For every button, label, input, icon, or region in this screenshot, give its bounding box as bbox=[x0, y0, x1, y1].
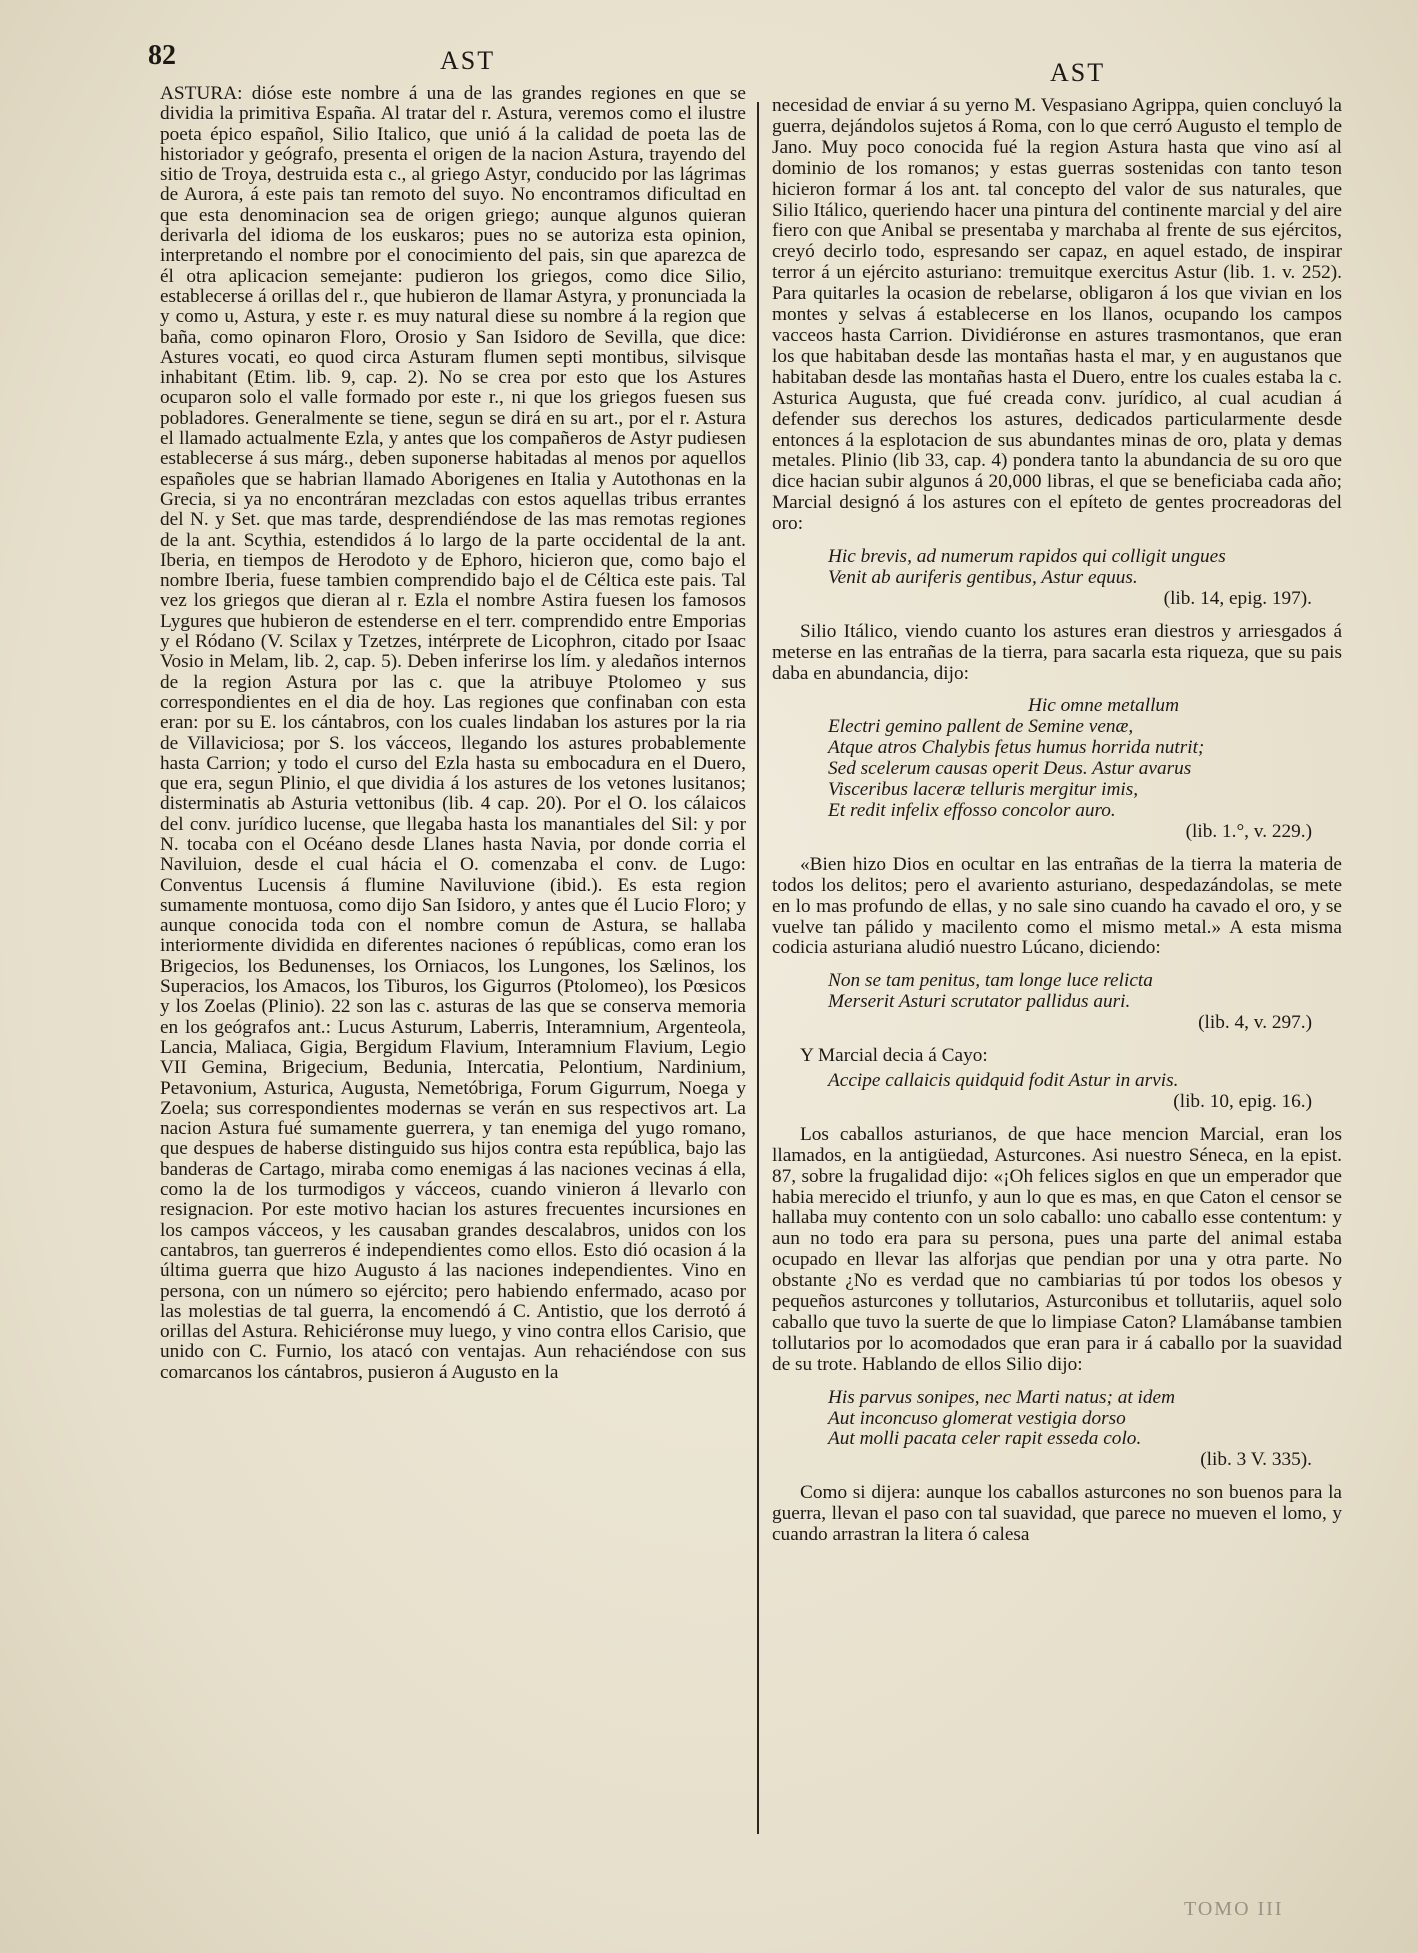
verse-line: Electri gemino pallent de Semine venæ, bbox=[828, 716, 1134, 738]
paragraph: Silio Itálico, viendo cuanto los astures eran diestros y arriesgados á meterse en las entrañas de la tierra, para sacarla esta riqueza, que su pais daba en abundancia, dijo: bbox=[772, 620, 1342, 684]
verse-citation: (lib. 1.°, v. 229.) bbox=[1185, 820, 1312, 842]
paragraph: necesidad de enviar á su yerno M. Vespasiano Agrippa, quien concluyó la guerra, dejándolos sujetos á Roma, con lo que cerró Augusto el templo de Jano. Muy poco conocida fué la region Astura hasta que vino así al dominio de los romanos; y estas guerras sostenidas con tanto teson hicieron formar á los ant. tal concepto del valor de sus naturales, que Silio Itálico, queriendo hacer una pintura del continente marcial y del aire fiero con que Anibal se presentaba y marchaba al frente de sus ejércitos, creyó decirlo todo, espresando ser capaz, en aquel estado, de inspirar terror á un ejército asturiano: tremuitque exercitus Astur (lib. 1. v. 252). Para quitarles la ocasion de rebelarse, obligaron á los que vivian en los montes y selvas á establecerse en los llanos, ocupando los campos vacceos hasta Carrion. Dividiéronse en astures trasmontanos, que eran los que habitaban desde las montañas hasta el mar, y en augustanos que habitaban desde las montañas hasta el Duero, entre los cuales estaba la c. Asturica Augusta, que fué creada conv. jurídico, al cual acudian á defender sus derechos los astures, dedicados particularmente desde entonces á la esplotacion de sus abundantes minas de oro, plata y demas metales. Plinio (lib 33, cap. 4) pondera tanto la abundancia de su oro que dice hacian subir algunos á 20,000 libras, el que se beneficiaba cada año; Marcial designó á los astures con el epíteto de gentes procreadoras del oro: bbox=[772, 95, 1342, 535]
verse-line: Merserit Asturi scrutator pallidus auri. bbox=[828, 991, 1131, 1013]
running-head-left: AST bbox=[440, 46, 496, 75]
running-head-right: AST bbox=[1050, 58, 1106, 87]
verse-line: Sed scelerum causas operit Deus. Astur avarus bbox=[828, 758, 1192, 780]
verse-line: Aut molli pacata celer rapit esseda colo. bbox=[828, 1428, 1142, 1450]
verse-citation: (lib. 14, epig. 197). bbox=[1163, 587, 1312, 609]
verse-quote bbox=[828, 547, 1342, 610]
left-column bbox=[160, 84, 746, 1383]
verse-citation: (lib. 10, epig. 16.) bbox=[1173, 1090, 1312, 1112]
volume-mark: TOMO III bbox=[1184, 1898, 1284, 1920]
verse-quote bbox=[828, 696, 1342, 842]
verse-quote bbox=[828, 971, 1342, 1034]
verse-line: Visceribus laceræ telluris mergitur imis, bbox=[828, 779, 1139, 801]
verse-citation: (lib. 4, v. 297.) bbox=[1198, 1012, 1312, 1034]
verse-line: His parvus sonipes, nec Marti natus; at idem bbox=[828, 1386, 1176, 1408]
verse-line: Venit ab auriferis gentibus, Astur equus. bbox=[828, 566, 1138, 588]
verse-line: Hic brevis, ad numerum rapidos qui colligit ungues bbox=[828, 546, 1226, 568]
verse-line: Aut inconcuso glomerat vestigia dorso bbox=[828, 1407, 1126, 1429]
entry-astura-text: ASTURA: dióse este nombre á una de las grandes regiones en que se dividia la primitiva España. Al tratar del r. Astura, veremos como el ilustre poeta épico español, Silio Italico, que unió á la calidad de poeta las de historiador y geógrafo, presenta el origen de la nacion Astura, trayendo del sitio de Troya, destruida esta c., al griego Astyr, conducido por las lágrimas de Aurora, á este pais tan remoto del suyo. No encontramos dificultad en que esta denominacion sea de origen griego; aunque algunos quieran derivarla del idioma de los euskaros; pues no se autoriza esta opinion, interpretando el nombre por el conocimiento del pais, sin que aparezca de él otra aplicacion semejante: pudieron los griegos, como dice Silio, establecerse á orillas del r., que hubieron de llamar Astyra, y pronunciada la y como u, Astura, y este r. es muy natural diese su nombre á la region que baña, como opinaron Floro, Orosio y San Isidoro de Sevilla, que dice: Astures vocati, eo quod circa Asturam flumen septi montibus, silvisque inhabitant (Etim. lib. 9, cap. 2). No se crea por esto que los Astures ocuparon solo el valle formado por este r., ni que los griegos fuesen sus pobladores. Generalmente se tiene, segun se dirá en su art., por el r. Astura el llamado actualmente Ezla, y antes que los compañeros de Astyr pudiesen establecerse á sus márg., deben suponerse habitadas al menos por aquellos españoles que se habrian llamado Aborigenes en Italia y Autothonas en la Grecia, si ya no encontráran mezcladas con estos aquellas tribus errantes del N. y Set. que mas tarde, desprendiéndose de las mas remotas regiones de la ant. Scythia, estendidos á lo largo de la parte occidental de la ant. Iberia, en tiempos de Herodoto y de Ephoro, hicieron que, como bajo el nombre Iberia, fuese tambien comprendido bajo el de Céltica este pais. Tal vez los griegos que dieran al r. Ezla el nombre Astira fuesen los famosos Lygures que hubieron de estenderse en el terr. comprendido entre Emporias y el Ródano (V. Scilax y Tzetzes, intérprete de Licophron, citado por Isaac Vosio in Melam, lib. 2, cap. 5). Deben inferirse los lím. y aledaños internos de la region Astura por las c. que la atribuye Ptolomeo y sus correspondientes en el dia de hoy. Las regiones que confinaban con esta eran: por su E. los cántabros, con los cuales lindaban los astures por la ria de Villaviciosa; por S. los vácceos, llegando los astures probablemente hasta Carrion; y todo el curso del Ezla hasta su embocadura en el Duero, que era, segun Plinio, el que dividia á los astures de los vetones lusitanos; disterminatis ab Asturia vettonibus (lib. 4 cap. 20). Por el O. los cálaicos del conv. jurídico lucense, que llegaba hasta los manantiales del Sil: y por N. tocaba con el Océano desde Llanes hasta Navia, por donde corria el Naviluion, desde el cual hácia el O. comenzaba el conv. de Lugo: Conventus Lucensis á flumine Naviluvione (ibid.). Es esta region sumamente montuosa, como dijo San Isidoro, y antes que él Lucio Floro; y aunque conocida toda con el nombre comun de Astura, se hallaba interiormente dividida en diferentes naciones ó repúblicas, como eran los Brigecios, los Bedunenses, los Orniacos, los Lungones, los Sælinos, los Superacios, los Amacos, los Tiburos, los Gigurros (Ptolomeo), los Pœsicos y los Zoelas (Plinio). 22 son las c. asturas de las que se conserva memoria en los geógrafos ant.: Lucus Asturum, Laberris, Interamnium, Argenteola, Lancia, Maliaca, Gigia, Bergidum Flavium, Interamnium Flavium, Legio VII Gemina, Brigecium, Bedunia, Intercatia, Pelontium, Nardinium, Petavonium, Asturica, Augusta, Nemetóbriga, Forum Gigurrum, Noega y Zoela; sus correspondientes modernas se verán en sus respectivos art. La nacion Astura fué sumamente guerrera, y tan enemiga del yugo romano, que despues de haberse distinguido sus hijos contra esta república, bajo las banderas de Cartago, miraba como enemigas á las naciones vecinas á ella, como la de los turmodigos y vácceos, cuando vinieron á llevarlo con resignacion. Por este motivo hacian los astures frecuentes incursiones en los campos vácceos, y les causaban grandes descalabros, unidos con los cantabros, tan guerreros é independientes como ellos. Esto dió ocasion á la última guerra que hizo Augusto á las naciones independientes. Vino en persona, con un número so ejército; pero habiendo enfermado, acaso por las molestias de tal guerra, la encomendó á C. Antistio, que los derrotó á orillas del Astura. Rehiciéronse muy luego, y vino contra ellos Carisio, que unido con C. Furnio, los atacó con ventajas. Aun rehaciéndose con sus comarcanos los cántabros, pusieron á Augusto en la bbox=[160, 83, 746, 1383]
paragraph: «Bien hizo Dios en ocultar en las entrañas de la tierra la materia de todos los delitos; pero el avariento asturiano, despedazándolas, se mete en lo mas profundo de ellas, y no sale sino cuando ha cavado el oro, y se vuelve tan pálido y macilento como el mismo metal.» A esta misma codicia asturiana aludió nuestro Lúcano, diciendo: bbox=[772, 853, 1342, 959]
page-number: 82 bbox=[148, 40, 176, 71]
verse-line: Atque atros Chalybis fetus humus horrida nutrit; bbox=[828, 737, 1205, 759]
paragraph: Los caballos asturianos, de que hace mencion Marcial, eran los llamados, en la antigüedad, Asturcones. Asi nuestro Séneca, en la epist. 87, sobre la frugalidad dijo: «¡Oh felices siglos en que un emperador que habia merecido el triunfo, y aun lo que es mas, en que Caton el censor se hallaba muy contento con un solo caballo: uno caballo esse contentum: y aun no todo era para su persona, pues una parte del animal estaba ocupado en llevar las alforjas que pendian por una y otra parte. No obstante ¿No es verdad que no cambiarias tú por todos los obesos y pequeños asturcones y tollutarios, Asturconibus et tollutariis, aquel solo caballo que tuvo la suerte de que lo limpiase Caton? Llamábanse tambien tollutarios por lo acomodados que eran para ir á caballo por la suavidad de su trote. Hablando de ellos Silio dijo: bbox=[772, 1123, 1342, 1375]
verse-line: Et redit infelix effosso concolor auro. bbox=[828, 800, 1116, 821]
paragraph: Y Marcial decia á Cayo: bbox=[800, 1045, 988, 1067]
verse-line: Non se tam penitus, tam longe luce relicta bbox=[828, 970, 1153, 992]
verse-quote bbox=[828, 1071, 1342, 1113]
verse-line: Accipe callaicis quidquid fodit Astur in arvis. bbox=[828, 1069, 1179, 1091]
paragraph: Como si dijera: aunque los caballos asturcones no son buenos para la guerra, llevan el paso con tal suavidad, que parece no mueven el lomo, y cuando arrastran la litera ó calesa bbox=[772, 1482, 1342, 1546]
right-column bbox=[772, 96, 1342, 1546]
verse-line: Hic omne metallum bbox=[1028, 695, 1180, 717]
verse-quote bbox=[828, 1388, 1342, 1472]
verse-citation: (lib. 3 V. 335). bbox=[1200, 1449, 1312, 1471]
column-divider bbox=[757, 102, 759, 1834]
